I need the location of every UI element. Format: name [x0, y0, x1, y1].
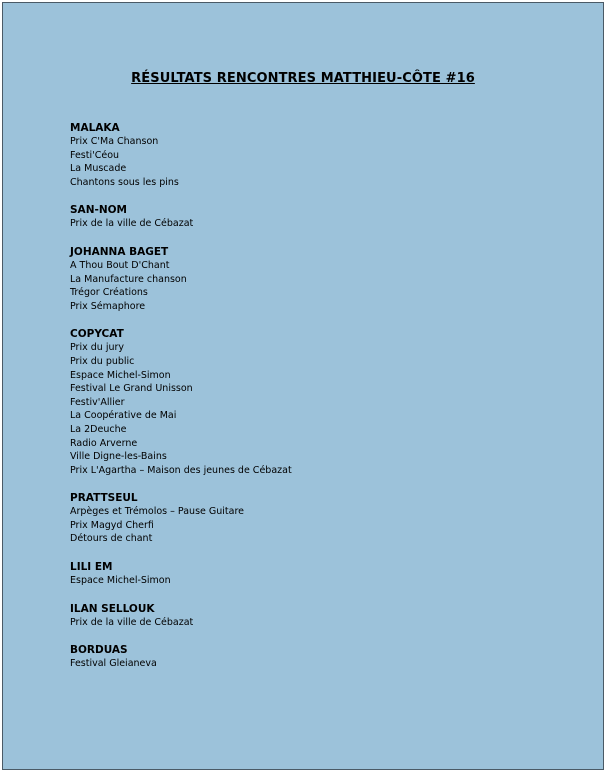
artist-name: MALAKA	[70, 122, 120, 134]
artist-name: SAN-NOM	[70, 204, 127, 217]
artist-name: LILI EM	[70, 561, 113, 574]
artist-block	[70, 245, 550, 313]
prize-item: La Muscade	[70, 163, 127, 175]
prize-item: Festi'Céou	[70, 149, 120, 161]
artist-block	[70, 203, 550, 231]
artist-name: COPYCAT	[70, 328, 124, 341]
artist-block	[70, 327, 550, 477]
prize-item: Chantons sous les pins	[70, 176, 179, 188]
artist-block	[70, 121, 550, 189]
prize-item: La 2Deuche	[70, 423, 127, 435]
artist-name: BORDUAS	[70, 644, 128, 657]
prize-item: La Manufacture chanson	[70, 273, 187, 285]
prize-item: Ville Digne-les-Bains	[70, 451, 167, 463]
prize-item: Prix de la ville de Cébazat	[70, 218, 194, 230]
results-list	[70, 121, 550, 685]
artist-name: ILAN SELLOUK	[70, 602, 155, 615]
prize-item: Espace Michel-Simon	[70, 369, 171, 381]
prize-item: Prix Magyd Cherfi	[70, 519, 154, 531]
prize-item: Prix du public	[70, 355, 135, 367]
prize-item: A Thou Bout D'Chant	[70, 259, 170, 271]
prize-item: Prix du jury	[70, 342, 125, 354]
artist-block	[70, 491, 550, 546]
artist-block	[70, 602, 550, 630]
artist-block	[70, 560, 550, 588]
prize-item: Arpèges et Trémolos – Pause Guitare	[70, 506, 244, 518]
prize-item: Trégor Créations	[70, 287, 148, 299]
prize-item: Prix L'Agartha – Maison des jeunes de Cébazat	[70, 464, 292, 476]
artist-block	[70, 643, 550, 671]
prize-item: La Coopérative de Mai	[70, 410, 177, 422]
artist-name: JOHANNA BAGET	[70, 245, 169, 258]
page-title: RÉSULTATS RENCONTRES MATTHIEU-CÔTE #16	[131, 71, 475, 86]
prize-item: Prix C'Ma Chanson	[70, 136, 159, 147]
artist-name: PRATTSEUL	[70, 492, 138, 505]
prize-item: Festiv'Allier	[70, 396, 125, 408]
prize-item: Radio Arverne	[70, 437, 138, 449]
prize-item: Détours de chant	[70, 533, 153, 545]
document-page	[2, 2, 604, 770]
prize-item: Festival Gleianeva	[70, 658, 157, 670]
prize-item: Prix de la ville de Cébazat	[70, 616, 194, 628]
prize-item: Festival Le Grand Unisson	[70, 383, 193, 395]
prize-item: Prix Sémaphore	[70, 300, 146, 312]
prize-item: Espace Michel-Simon	[70, 575, 171, 587]
